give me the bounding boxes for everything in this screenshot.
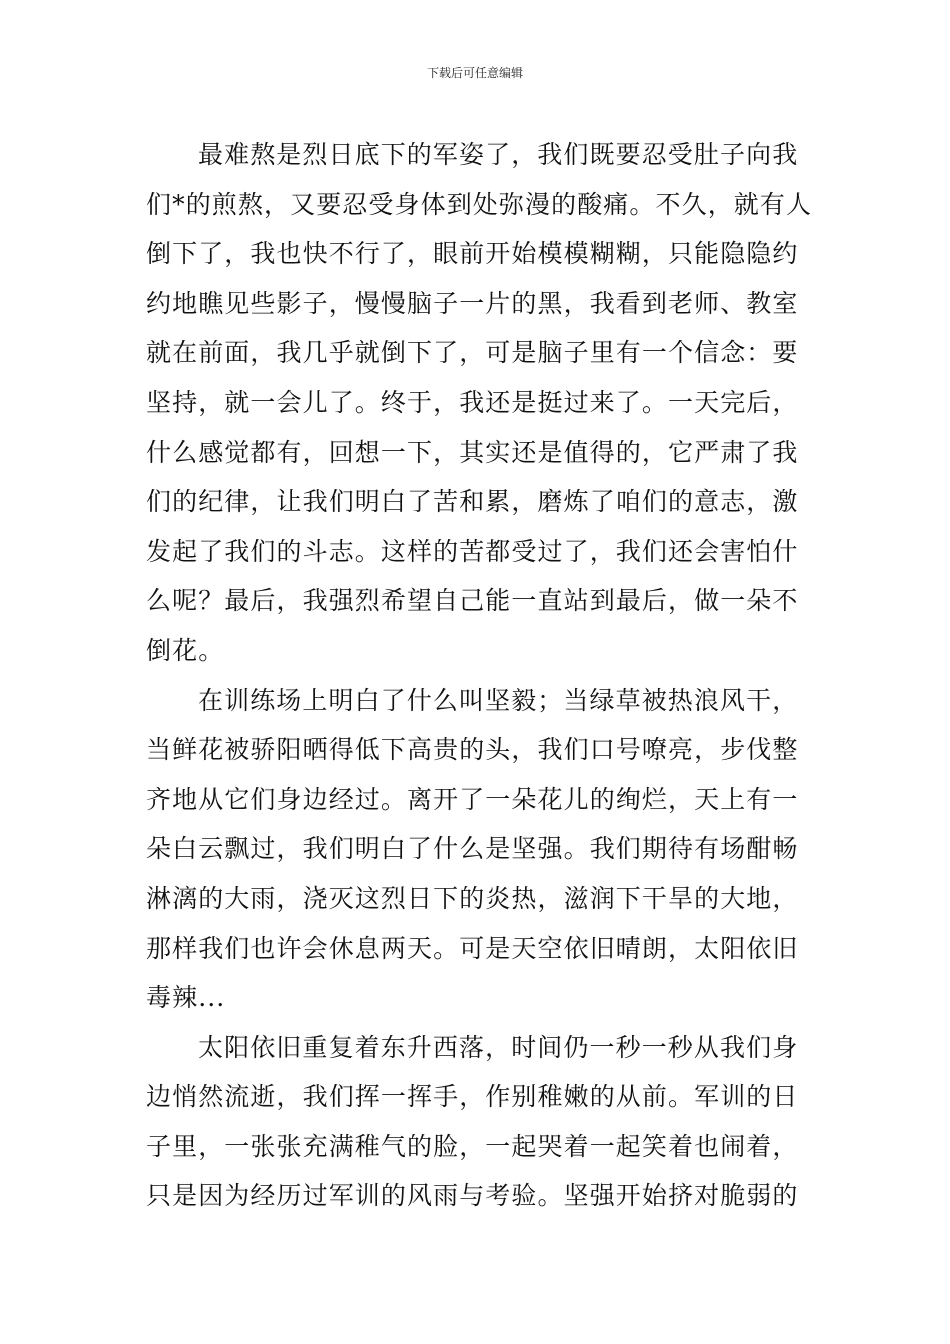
- text-line: 边悄然流逝，我们挥一挥手，作别稚嫩的从前。军训的日: [146, 1082, 799, 1112]
- text-line: 最难熬是烈日底下的军姿了，我们既要忍受肚子向我: [198, 140, 799, 169]
- text-line: 们的纪律，让我们明白了苦和累，磨炼了咱们的意志，激: [146, 487, 799, 517]
- text-line: 们*的煎熬，又要忍受身体到处弥漫的酸痛。不久，就有人: [146, 189, 813, 219]
- text-line: 倒下了，我也快不行了，眼前开始模模糊糊，只能隐隐约: [146, 239, 799, 269]
- text-line: 在训练场上明白了什么叫坚毅；当绿草被热浪风干，: [198, 685, 799, 715]
- paragraph-3: [146, 1023, 814, 1221]
- text-line: 淋漓的大雨，浇灭这烈日下的炎热，滋润下干旱的大地，: [146, 883, 799, 913]
- text-line: 什么感觉都有，回想一下，其实还是值得的，它严肃了我: [146, 437, 799, 467]
- page-header: 下载后可任意编辑: [426, 66, 523, 80]
- text-line: 毒辣...: [146, 983, 226, 1013]
- text-line: 齐地从它们身边经过。离开了一朵花儿的绚烂，天上有一: [146, 784, 799, 814]
- text-line: 约地瞧见些影子，慢慢脑子一片的黑，我看到老师、教室: [146, 288, 799, 318]
- text-line: 发起了我们的斗志。这样的苦都受过了，我们还会害怕什: [146, 536, 799, 566]
- text-line: 倒花。: [146, 635, 225, 665]
- text-line: 那样我们也许会休息两天。可是天空依旧晴朗，太阳依旧: [146, 933, 799, 963]
- text-line: 太阳依旧重复着东升西落，时间仍一秒一秒从我们身: [198, 1032, 799, 1062]
- paragraph-2: [146, 676, 814, 1023]
- text-line: 就在前面，我几乎就倒下了，可是脑子里有一个信念：要: [146, 338, 799, 368]
- text-line: 么呢？最后，我强烈希望自己能一直站到最后，做一朵不: [146, 586, 799, 616]
- document-body: [146, 130, 814, 1221]
- text-line: 坚持，就一会儿了。终于，我还是挺过来了。一天完后，: [146, 387, 799, 417]
- text-line: 当鲜花被骄阳晒得低下高贵的头，我们口号嘹亮，步伐整: [146, 735, 799, 765]
- text-line: 子里，一张张充满稚气的脸，一起哭着一起笑着也闹着，: [146, 1131, 799, 1161]
- text-line: 朵白云飘过，我们明白了什么是坚强。我们期待有场酣畅: [146, 834, 799, 864]
- paragraph-1: [146, 130, 814, 676]
- text-line: 只是因为经历过军训的风雨与考验。坚强开始挤对脆弱的: [146, 1181, 799, 1211]
